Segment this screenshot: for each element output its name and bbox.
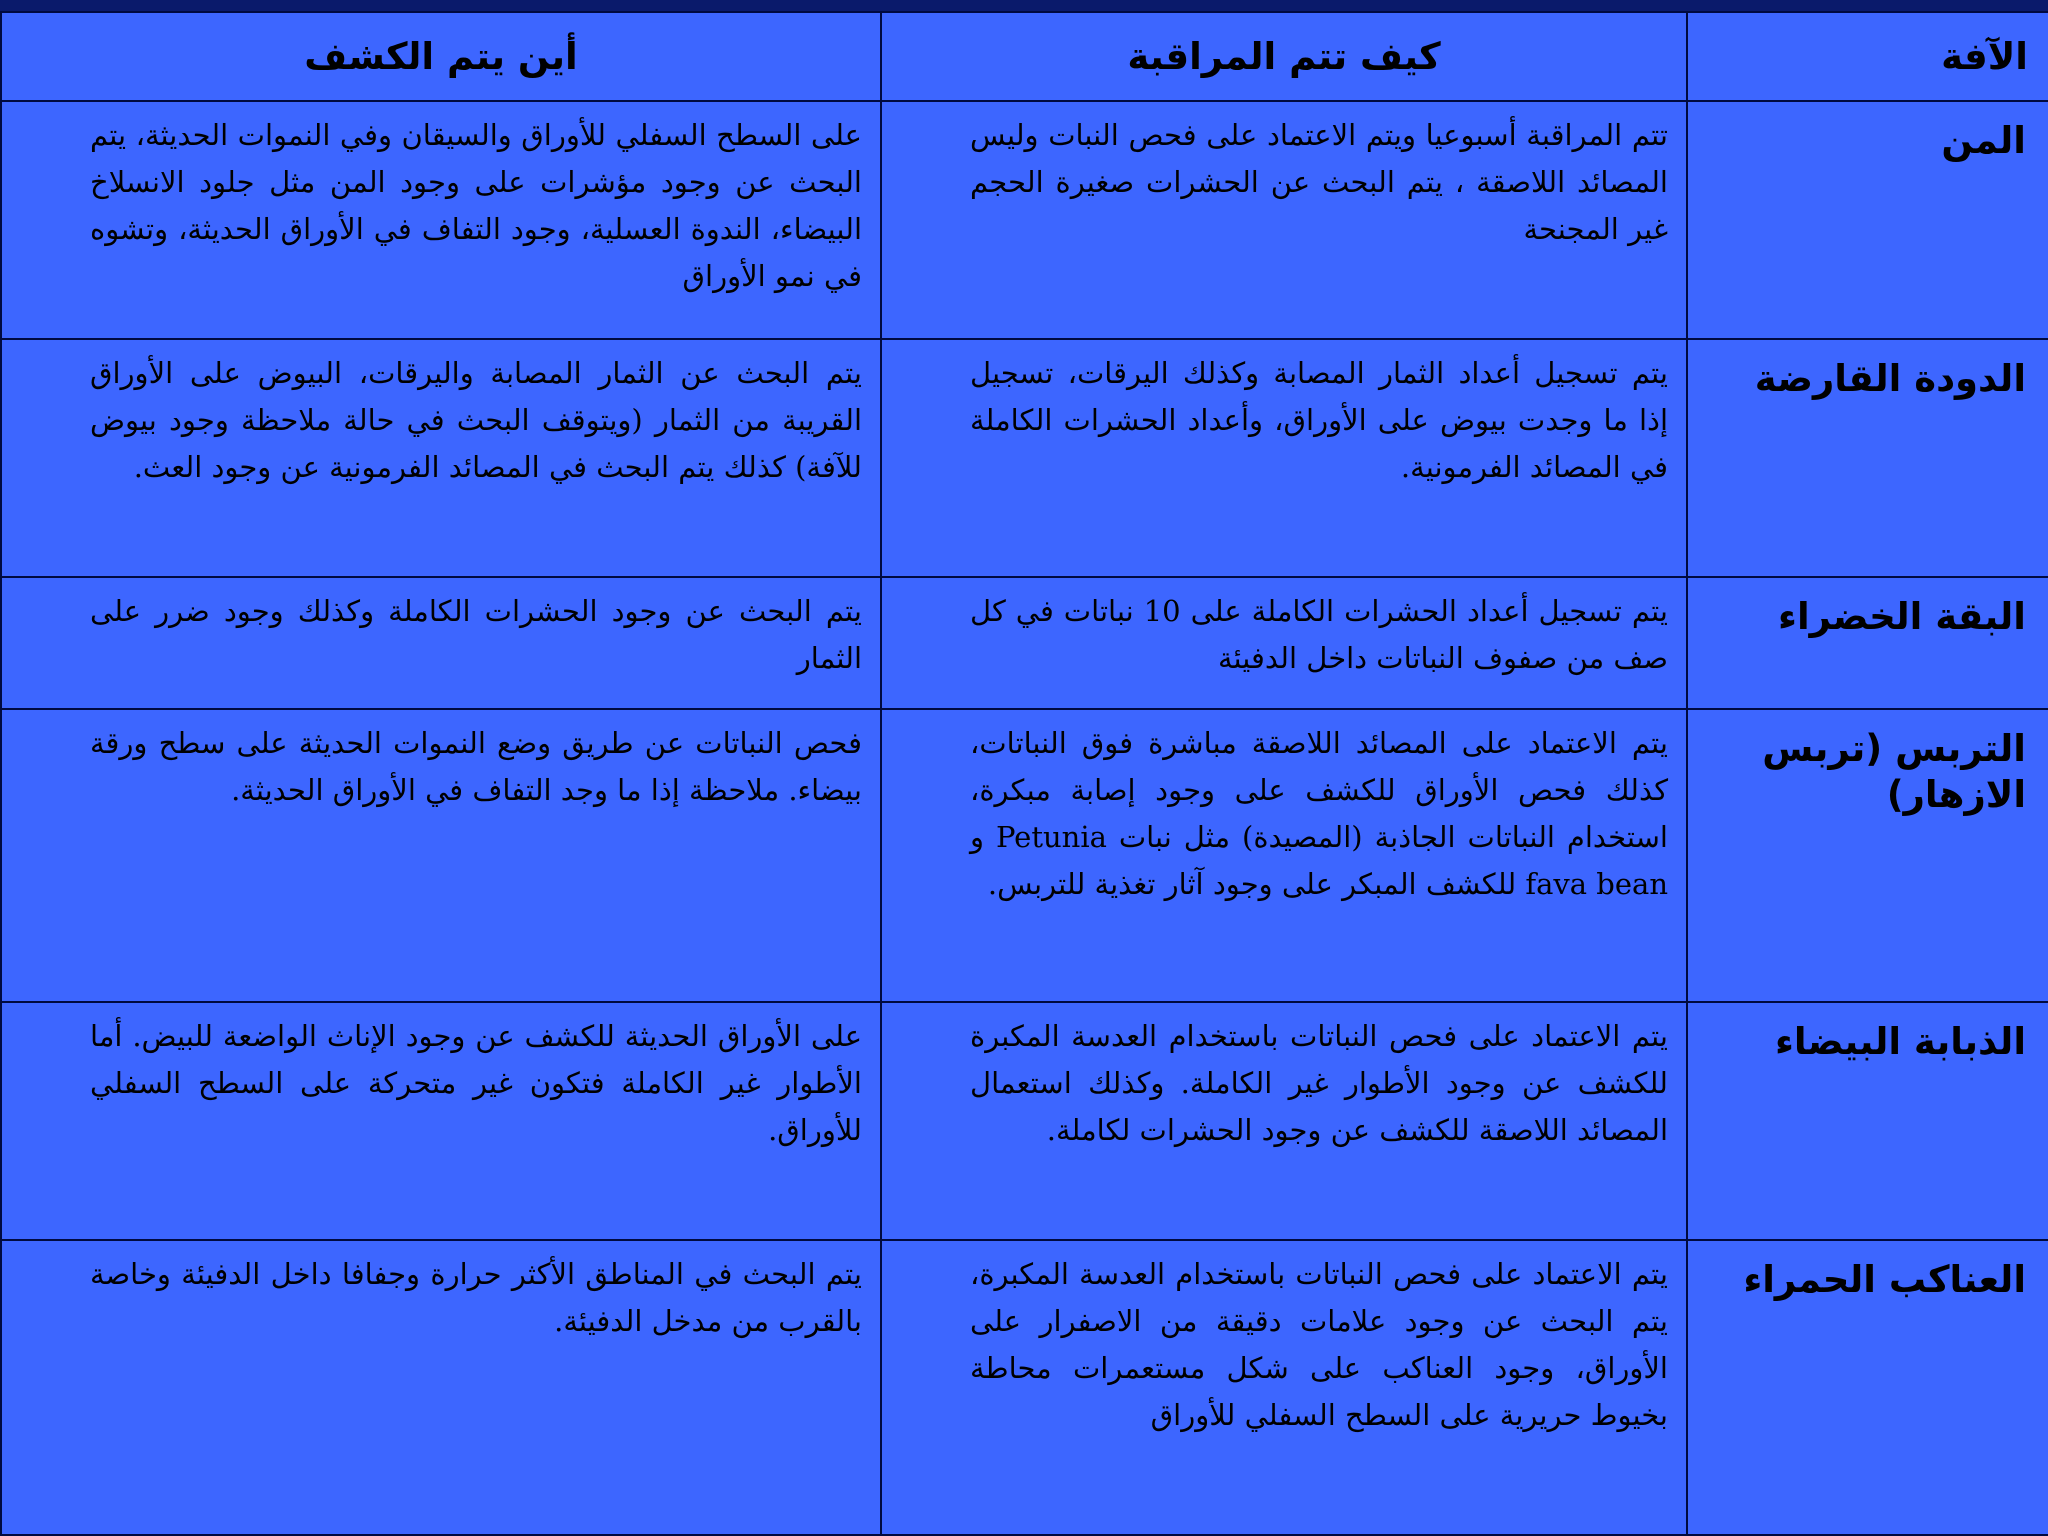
detection-location: يتم البحث عن وجود الحشرات الكاملة وكذلك وجود ضرر على الثمار: [1, 577, 881, 709]
header-detection: أين يتم الكشف: [1, 12, 881, 101]
pest-name: البقة الخضراء: [1687, 577, 2048, 709]
table-row: [1, 577, 2048, 709]
detection-location: على الأوراق الحديثة للكشف عن وجود الإناث الواضعة للبيض. أما الأطوار غير الكاملة فتكون غير متحركة على السطح السفلي للأوراق.: [1, 1002, 881, 1240]
table-row: [1, 1002, 2048, 1240]
monitoring-method: يتم الاعتماد على فحص النباتات باستخدام العدسة المكبرة، يتم البحث عن وجود علامات دقيقة من الاصفرار على الأوراق، وجود العناكب على شكل مستعمرات محاطة بخيوط حريرية على السطح السفلي للأوراق: [881, 1240, 1687, 1535]
table-row: [1, 709, 2048, 1002]
detection-location: على السطح السفلي للأوراق والسيقان وفي النموات الحديثة، يتم البحث عن وجود مؤشرات على وجود المن مثل جلود الانسلاخ البيضاء، الندوة العسلية، وجود التفاف في الأوراق الحديثة، وتشوه في نمو الأوراق: [1, 101, 881, 339]
monitoring-method: يتم الاعتماد على فحص النباتات باستخدام العدسة المكبرة للكشف عن وجود الأطوار غير الكاملة. وكذلك استعمال المصائد اللاصقة للكشف عن وجود الحشرات لكاملة.: [881, 1002, 1687, 1240]
pest-monitoring-table: [0, 11, 2048, 1536]
header-monitoring: كيف تتم المراقبة: [881, 12, 1687, 101]
table-row: [1, 101, 2048, 339]
table-row: [1, 1240, 2048, 1535]
table-row: [1, 339, 2048, 577]
pest-name: الذبابة البيضاء: [1687, 1002, 2048, 1240]
detection-location: يتم البحث عن الثمار المصابة واليرقات، البيوض على الأوراق القريبة من الثمار (ويتوقف البحث في حالة ملاحظة وجود بيوض للآفة) كذلك يتم البحث في المصائد الفرمونية عن وجود العث.: [1, 339, 881, 577]
pest-name: المن: [1687, 101, 2048, 339]
table-header-row: [1, 12, 2048, 101]
pest-name: التربس (تربس الازهار): [1687, 709, 2048, 1002]
header-pest: الآفة: [1687, 12, 2048, 101]
detection-location: يتم البحث في المناطق الأكثر حرارة وجفافا داخل الدفيئة وخاصة بالقرب من مدخل الدفيئة.: [1, 1240, 881, 1535]
monitoring-method: يتم تسجيل أعداد الحشرات الكاملة على 10 نباتات في كل صف من صفوف النباتات داخل الدفيئة: [881, 577, 1687, 709]
monitoring-method: يتم الاعتماد على المصائد اللاصقة مباشرة فوق النباتات، كذلك فحص الأوراق للكشف على وجود إصابة مبكرة، استخدام النباتات الجاذبة (المصيدة) مثل نبات Petunia و fava bean للكشف المبكر على وجود آثار تغذية للتربس.: [881, 709, 1687, 1002]
pest-name: العناكب الحمراء: [1687, 1240, 2048, 1535]
pest-name: الدودة القارضة: [1687, 339, 2048, 577]
monitoring-method: تتم المراقبة أسبوعيا ويتم الاعتماد على فحص النبات وليس المصائد اللاصقة ، يتم البحث عن الحشرات صغيرة الحجم غير المجنحة: [881, 101, 1687, 339]
slide-top-bar: [0, 0, 2048, 11]
detection-location: فحص النباتات عن طريق وضع النموات الحديثة على سطح ورقة بيضاء. ملاحظة إذا ما وجد التفاف في الأوراق الحديثة.: [1, 709, 881, 1002]
monitoring-method: يتم تسجيل أعداد الثمار المصابة وكذلك اليرقات، تسجيل إذا ما وجدت بيوض على الأوراق، وأعداد الحشرات الكاملة في المصائد الفرمونية.: [881, 339, 1687, 577]
